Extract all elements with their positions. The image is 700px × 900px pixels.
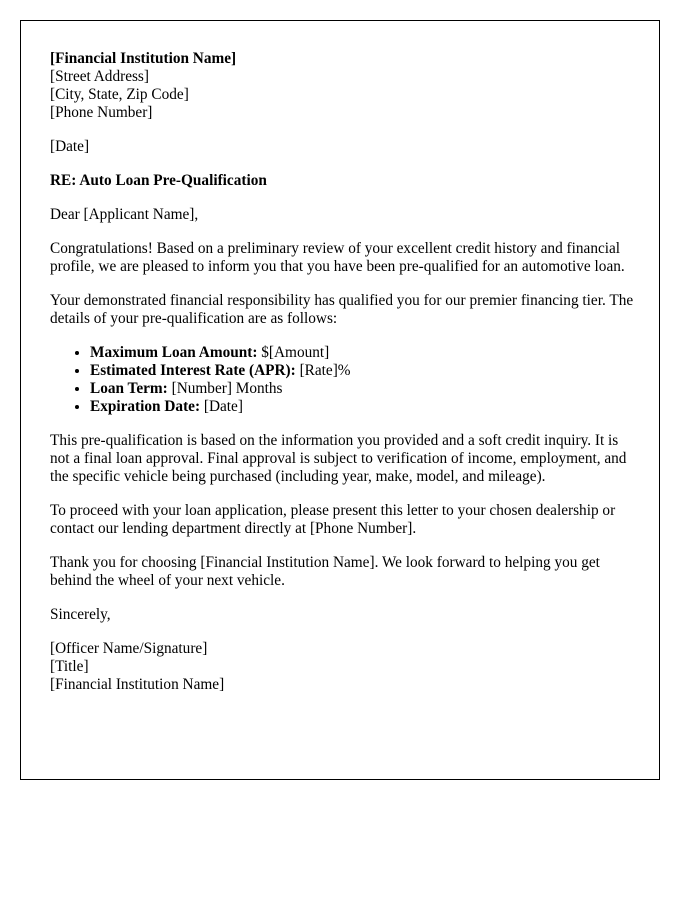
detail-label: Loan Term:: [90, 380, 168, 397]
phone-number: [Phone Number]: [50, 104, 153, 121]
detail-value: [Date]: [200, 398, 243, 415]
subject-line: RE: Auto Loan Pre-Qualification: [50, 172, 267, 189]
paragraph-proceed: To proceed with your loan application, please present this letter to your chosen dealership or contact our lending department directly at [Phone Number].: [50, 502, 616, 537]
paragraph-premier-tier: Your demonstrated financial responsibility has qualified you for our premier financing tier. The details of your pre-qualification are as follows:: [50, 292, 634, 327]
closing: Sincerely,: [50, 606, 111, 623]
detail-label: Expiration Date:: [90, 398, 201, 415]
paragraph-thanks: Thank you for choosing [Financial Institution Name]. We look forward to helping you get behind the wheel of your next vehicle.: [50, 554, 600, 589]
salutation: Dear [Applicant Name],: [50, 206, 199, 223]
signature-institution-name: [Financial Institution Name]: [50, 676, 225, 693]
city-state-zip: [City, State, Zip Code]: [50, 86, 189, 103]
sender-address: [50, 50, 640, 122]
street-address: [Street Address]: [50, 68, 149, 85]
letter-body: [50, 50, 640, 710]
signature-block: [50, 640, 640, 694]
detail-label: Estimated Interest Rate (APR):: [90, 362, 296, 379]
list-item-loan-term: [90, 380, 640, 398]
letter-frame: [20, 20, 660, 780]
detail-value: [Rate]%: [295, 362, 351, 379]
list-item-interest-rate: [90, 362, 640, 380]
paragraph-congratulations: Congratulations! Based on a preliminary review of your excellent credit history and financial profile, we are pleased to inform you that you have been pre-qualified for an automotive loan.: [50, 240, 625, 275]
loan-details-list: [50, 344, 640, 416]
institution-name: [Financial Institution Name]: [50, 50, 237, 67]
detail-value: [Number] Months: [167, 380, 283, 397]
officer-title: [Title]: [50, 658, 89, 675]
paragraph-disclaimer: This pre-qualification is based on the information you provided and a soft credit inquiry. It is not a final loan approval. Final approval is subject to verification of income, employment, and the specific vehicle being purchased (including year, make, model, and mileage).: [50, 432, 627, 485]
detail-label: Maximum Loan Amount:: [90, 344, 258, 361]
list-item-max-loan-amount: [90, 344, 640, 362]
detail-value: $[Amount]: [257, 344, 330, 361]
list-item-expiration-date: [90, 398, 640, 416]
officer-signature: [Officer Name/Signature]: [50, 640, 208, 657]
letter-date: [Date]: [50, 138, 90, 155]
